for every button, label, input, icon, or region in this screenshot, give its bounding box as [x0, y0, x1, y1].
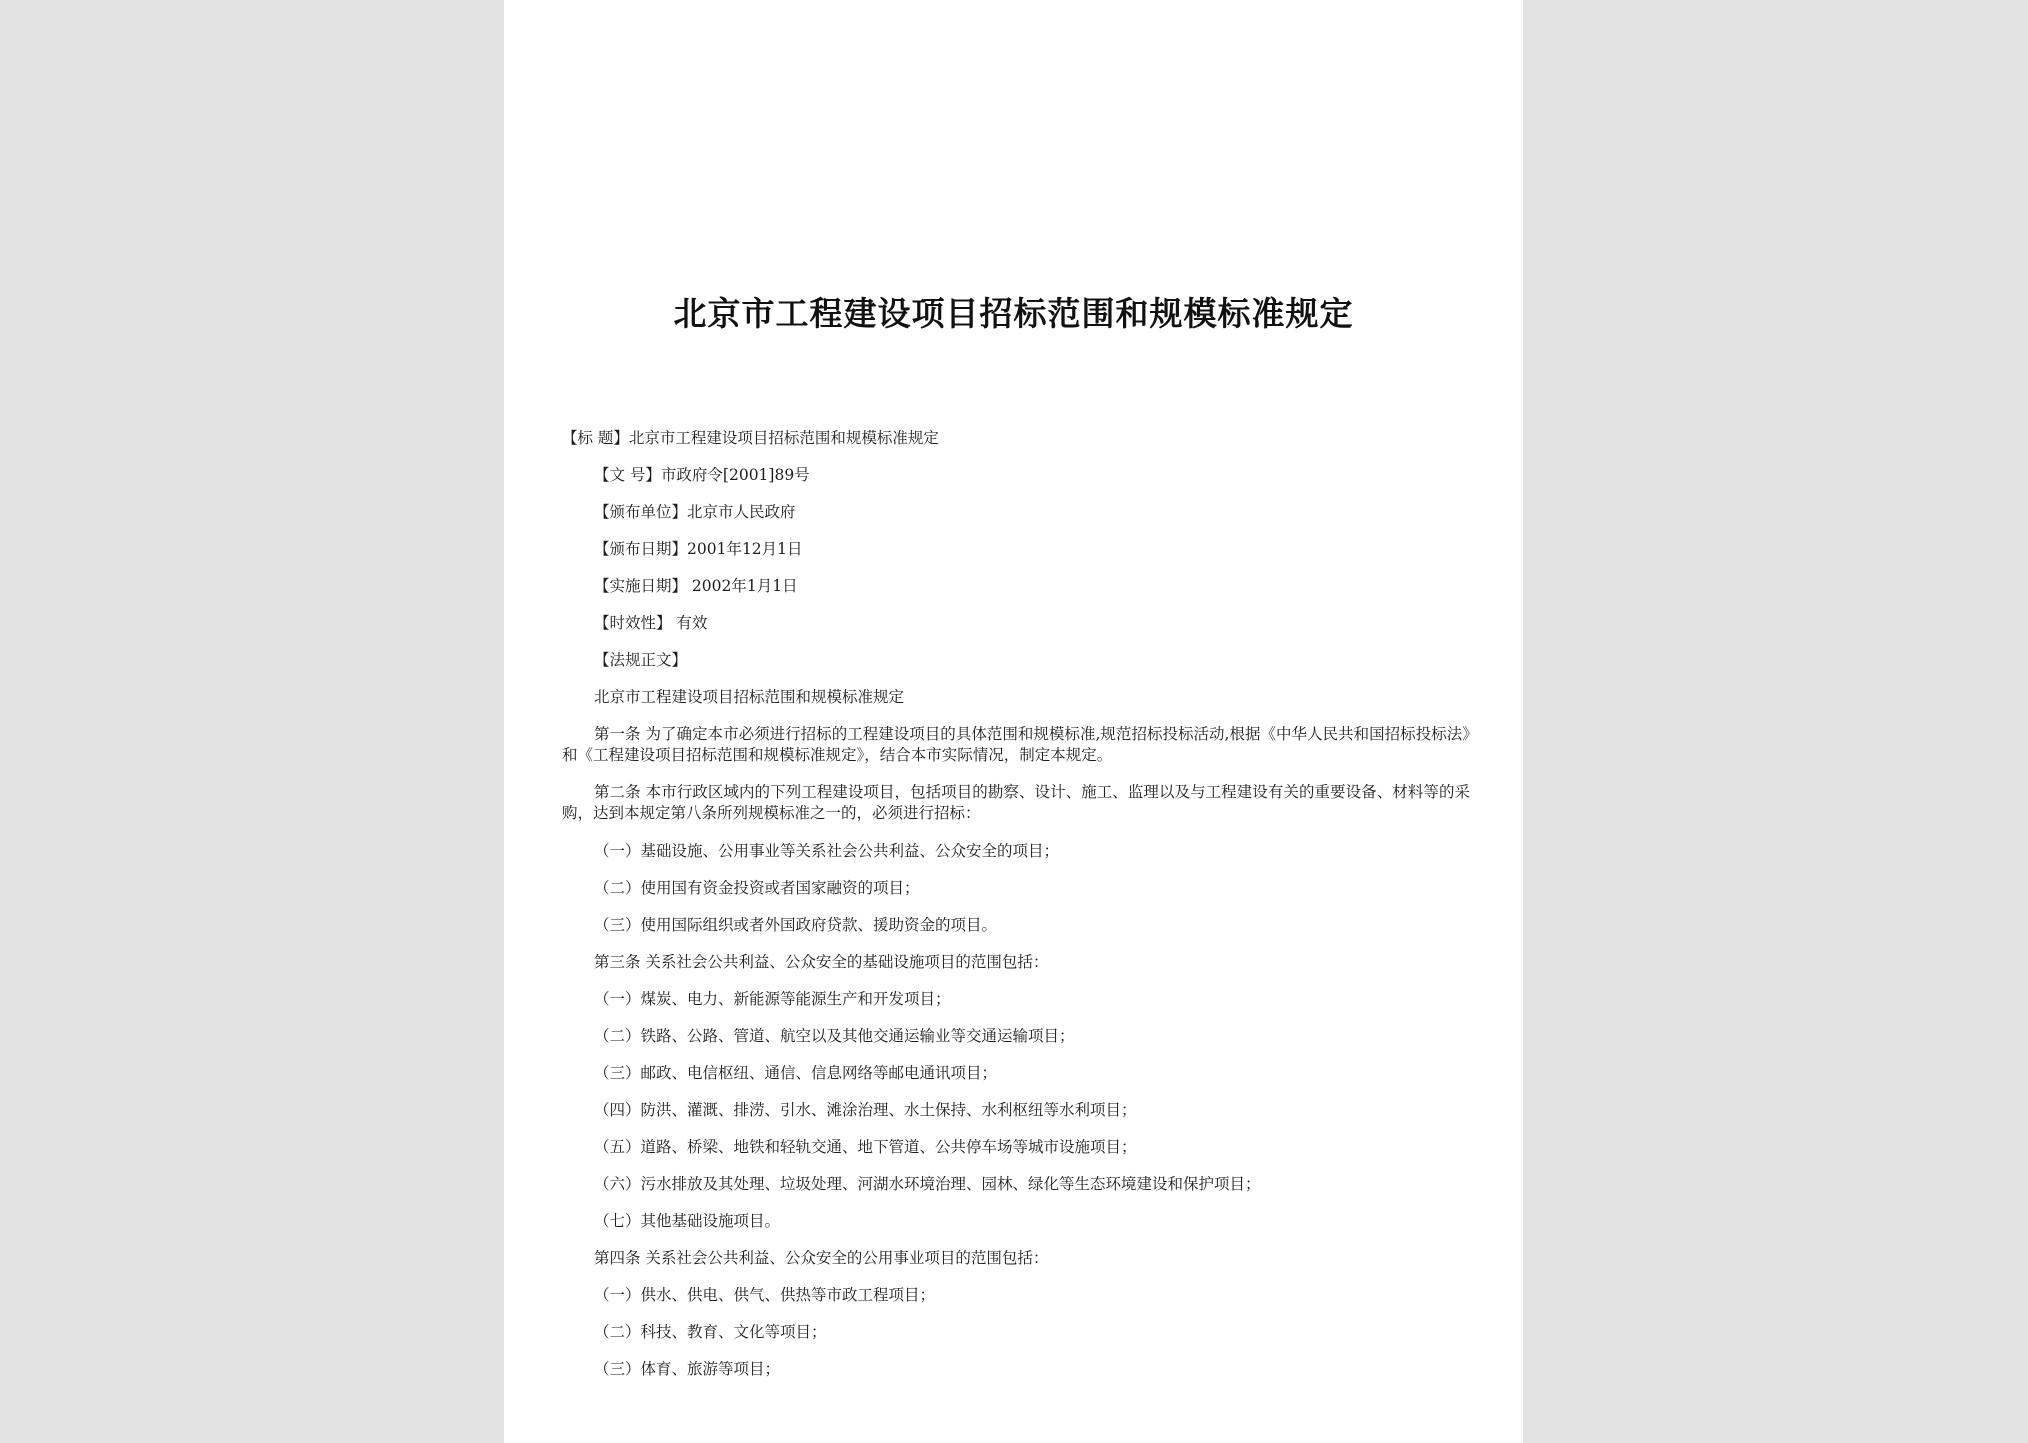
meta-body-label: 【法规正文】: [594, 651, 688, 669]
article-2-item-3: （三）使用国际组织或者外国政府贷款、援助资金的项目。: [594, 916, 998, 934]
article-3: 第三条 关系社会公共利益、公众安全的基础设施项目的范围包括：: [594, 953, 1049, 971]
meta-issue-date: 【颁布日期】2001年12月1日: [594, 540, 803, 558]
article-3-item-4: （四）防洪、灌溉、排涝、引水、滩涂治理、水土保持、水利枢纽等水利项目；: [594, 1101, 1137, 1119]
article-4-item-3: （三）体育、旅游等项目；: [594, 1360, 781, 1378]
meta-subject: 【标 题】北京市工程建设项目招标范围和规模标准规定: [562, 429, 939, 447]
meta-issuer: 【颁布单位】北京市人民政府: [594, 503, 796, 521]
article-1: 第一条 为了确定本市必须进行招标的工程建设项目的具体范围和规模标准,规范招标投标活动,根据《中华人民共和国招标投标法》和《工程建设项目招标范围和规模标准规定》，结合本市实际情况，制定本规定。: [562, 725, 1470, 764]
article-4-item-2: （二）科技、教育、文化等项目；: [594, 1323, 827, 1341]
meta-validity: 【时效性】 有效: [594, 614, 708, 632]
article-4-item-1: （一）供水、供电、供气、供热等市政工程项目；: [594, 1286, 936, 1304]
article-4: 第四条 关系社会公共利益、公众安全的公用事业项目的范围包括：: [594, 1249, 1049, 1267]
meta-effective-date: 【实施日期】 2002年1月1日: [594, 577, 798, 595]
article-2-item-1: （一）基础设施、公用事业等关系社会公共利益、公众安全的项目；: [594, 842, 1060, 860]
article-2: 第二条 本市行政区域内的下列工程建设项目，包括项目的勘察、设计、施工、监理以及与工程建设有关的重要设备、材料等的采购，达到本规定第八条所列规模标准之一的，必须进行招标：: [562, 783, 1470, 822]
article-3-item-7: （七）其他基础设施项目。: [594, 1212, 781, 1230]
page-title: 北京市工程建设项目招标范围和规模标准规定: [673, 294, 1354, 333]
meta-doc-no: 【文 号】市政府令[2001]89号: [594, 466, 810, 484]
article-3-item-3: （三）邮政、电信枢纽、通信、信息网络等邮电通讯项目；: [594, 1064, 998, 1082]
article-3-item-2: （二）铁路、公路、管道、航空以及其他交通运输业等交通运输项目；: [594, 1027, 1075, 1045]
article-3-item-6: （六）污水排放及其处理、垃圾处理、河湖水环境治理、园林、绿化等生态环境建设和保护项目；: [594, 1175, 1261, 1193]
article-2-item-2: （二）使用国有资金投资或者国家融资的项目；: [594, 879, 920, 897]
body-title: 北京市工程建设项目招标范围和规模标准规定: [594, 688, 905, 706]
article-3-item-5: （五）道路、桥梁、地铁和轻轨交通、地下管道、公共停车场等城市设施项目；: [594, 1138, 1137, 1156]
article-3-item-1: （一）煤炭、电力、新能源等能源生产和开发项目；: [594, 990, 951, 1008]
document-page: [504, 0, 1523, 1443]
